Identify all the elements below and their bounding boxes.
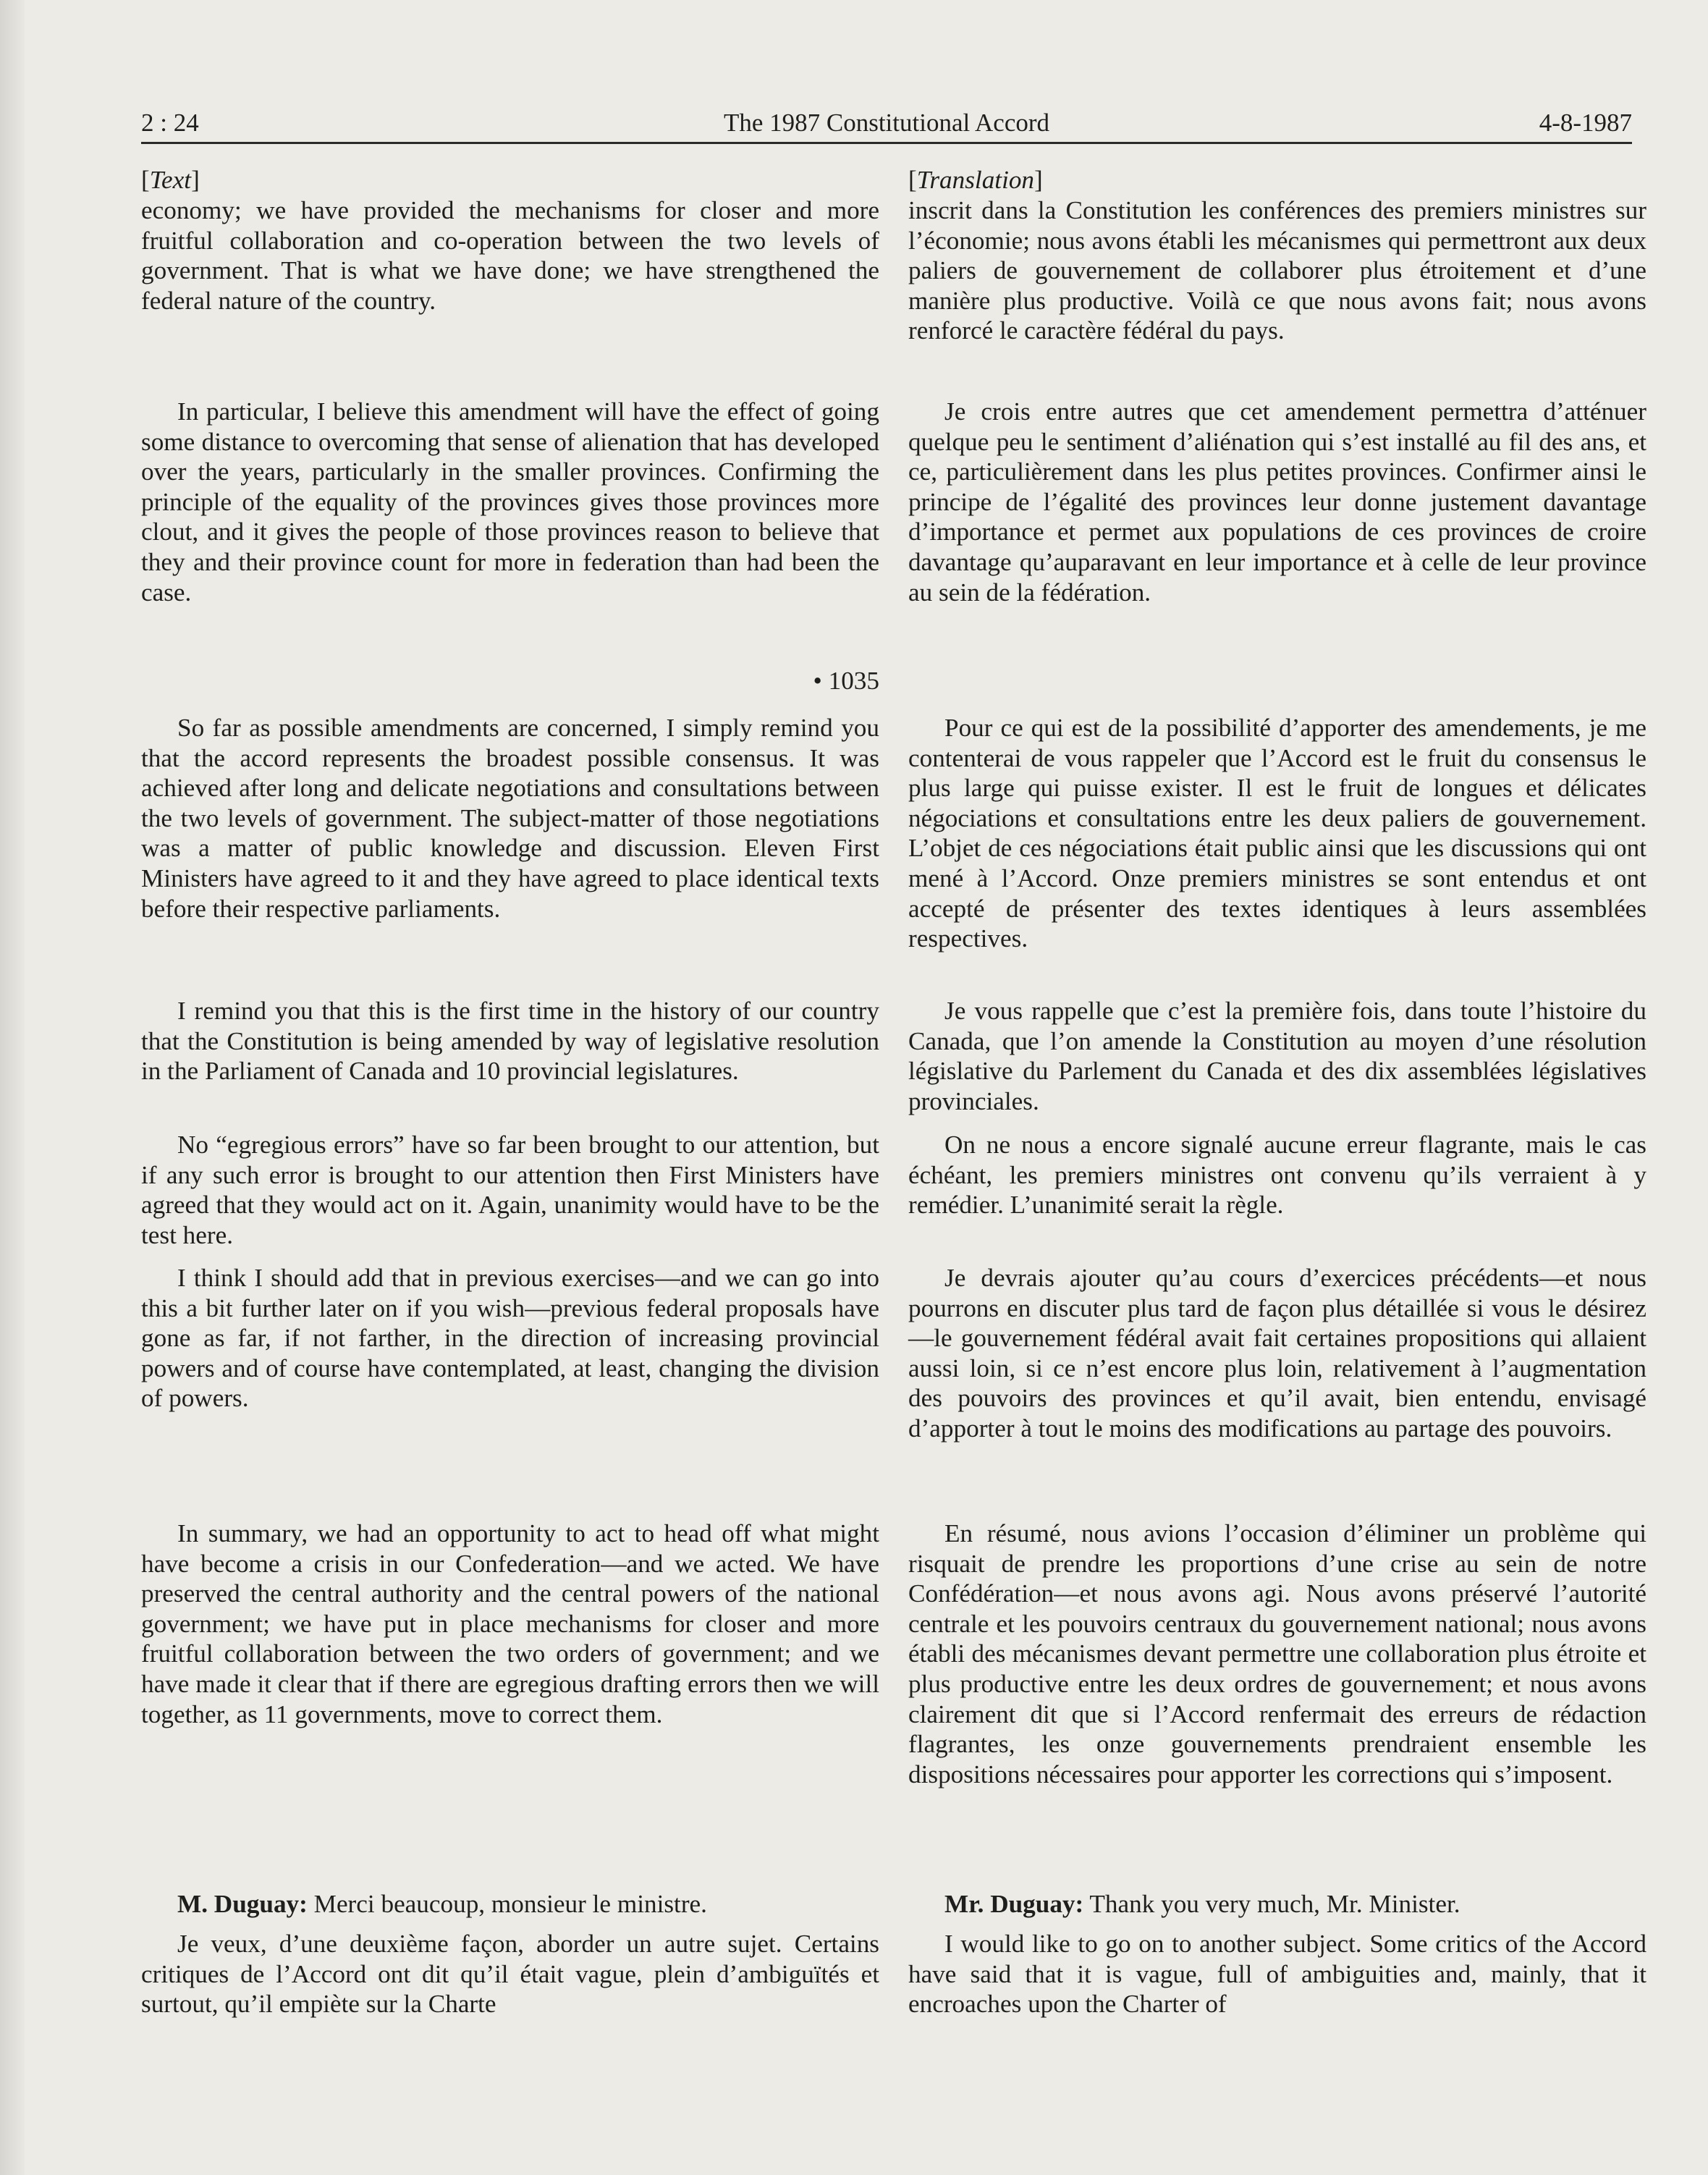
speaker-text: Merci beaucoup, monsieur le ministre. <box>307 1890 707 1918</box>
paragraph: I remind you that this is the first time in the history of our country that the Constitution is being amended by way of legislative resolution in the Parliament of Canada and 10 provincial legislatures. <box>141 997 879 1086</box>
paragraph: I would like to go on to another subject. Some critics of the Accord have said that it is vague, full of ambiguities and, mainly, that it encroaches upon the Charter of <box>908 1930 1646 2019</box>
paragraph: In summary, we had an opportunity to act to head off what might have become a crisis in our Confederation—and we acted. We have preserved the central authority and the central powers of the national government; we have put in place mechanisms for closer and more fruitful collaboration between the two orders of government; and we have made it clear that if there are egregious drafting errors then we will together, as 11 governments, move to correct them. <box>141 1519 879 1728</box>
running-head <box>141 105 1632 141</box>
page-number: 2 : 24 <box>141 109 199 137</box>
paragraph: Je devrais ajouter qu’au cours d’exercices précédents—et nous pourrons en discuter plus tard de façon plus détaillée si vous le désirez—le gouvernement fédéral avait fait certaines propositions qui allaient aussi loin, si ce n’est encore plus loin, relativement à l’augmentation des pouvoirs des provinces et qu’il avait, bien entendu, envisagé d’apporter à tout le moins des modifications au partage des pouvoirs. <box>908 1264 1646 1443</box>
publication-title: The 1987 Constitutional Accord <box>723 109 1050 137</box>
speaker-name: Mr. Duguay: <box>944 1890 1084 1918</box>
timestamp: • 1035 <box>813 667 879 695</box>
paragraph: Je veux, d’une deuxième façon, aborder un autre sujet. Certains critiques de l’Accord ont dit qu’il était vague, plein d’ambiguïtés et surtout, qu’il empiète sur la Charte <box>141 1930 879 2019</box>
paragraph: In particular, I believe this amendment will have the effect of going some distance to overcoming that sense of alienation that has developed over the years, particularly in the smaller provinces. Confirming the principle of the equality of the provinces gives those provinces more clout, and it gives the people of those provinces reason to believe that they and their province count for more in federation than had been the case. <box>141 397 879 607</box>
paragraph: Je crois entre autres que cet amendement permettra d’atténuer quelque peu le sentiment d’aliénation qui s’est installé au fil des ans, et ce, particulièrement dans les plus petites provinces. Confirmer ainsi le principe de l’égalité des provinces leur donne justement davantage d’importance et permet aux populations de ces provinces de croire davantage qu’auparavant en leur importance et à celle de leur province au sein de la fédération. <box>908 397 1646 607</box>
paragraph: I think I should add that in previous exercises—and we can go into this a bit further later on if you wish—previous federal proposals have gone as far, if not farther, in the direction of increasing provincial powers and of course have contemplated, at least, changing the division of powers. <box>141 1264 879 1413</box>
speaker-text: Thank you very much, Mr. Minister. <box>1083 1890 1460 1918</box>
paragraph: Pour ce qui est de la possibilité d’apporter des amendements, je me contenterai de vous rappeler que l’Accord est le fruit du consensus le plus large qui puisse exister. Il est le fruit de longues et délicates négociations et consultations entre les deux paliers de gouvernement. L’objet de ces négociations était public ainsi que les discussions qui ont mené à l’Accord. Onze premiers ministres se sont entendus et ont accepté de présenter des textes identiques à leurs assemblées respectives. <box>908 714 1646 953</box>
speaker-paragraph <box>908 1889 1646 1920</box>
paragraph: Je vous rappelle que c’est la première fois, dans toute l’histoire du Canada, que l’on amende la Constitution au moyen d’une résolution législative du Parlement du Canada et des dix assemblées législatives provinciales. <box>908 997 1646 1115</box>
paragraph: No “egregious errors” have so far been brought to our attention, but if any such error is brought to our attention then First Ministers have agreed that they would act on it. Again, unanimity would have to be the test here. <box>141 1131 879 1249</box>
paragraph: En résumé, nous avions l’occasion d’éliminer un problème qui risquait de prendre les proportions d’une crise au sein de notre Confédération—et nous avons agi. Nous avons préservé l’autorité centrale et les pouvoirs centraux du gouvernement national; nous avons établi des mécanismes devant permettre une collaboration plus étroite et plus productive entre les deux ordres de gouvernement; et nous avons clairement dit que si l’Accord renfermait des erreurs de rédaction flagrantes, les onze gouvernements prendraient ensemble les dispositions nécessaires pour apporter les corrections qui s’imposent. <box>908 1519 1646 1788</box>
header-rule <box>141 142 1632 144</box>
paragraph: inscrit dans la Constitution les conférences des premiers ministres sur l’économie; nous avons établi les mécanismes qui permettront aux deux paliers de gouvernement de collaborer plus étroitement et d’une manière plus productive. Voilà ce que nous avons fait; nous avons renforcé le caractère fédéral du pays. <box>908 196 1646 345</box>
column-label-translation: [Translation] <box>908 166 1043 194</box>
column-label-text-word: Text <box>149 166 192 194</box>
speaker-paragraph <box>141 1889 879 1920</box>
page-edge-shadow <box>0 0 25 2175</box>
paragraph: economy; we have provided the mechanisms for closer and more fruitful collaboration and co-operation between the two levels of government. That is what we have done; we have strengthened the federal nature of the country. <box>141 196 879 315</box>
speaker-name: M. Duguay: <box>177 1890 308 1918</box>
paragraph: So far as possible amendments are concerned, I simply remind you that the accord represents the broadest possible consensus. It was achieved after long and delicate negotiations and consultations between the two levels of government. The subject-matter of those negotiations was a matter of public knowledge and discussion. Eleven First Ministers have agreed to it and they have agreed to place identical texts before their respective parliaments. <box>141 714 879 923</box>
publication-date: 4-8-1987 <box>1539 109 1632 137</box>
paragraph: On ne nous a encore signalé aucune erreur flagrante, mais le cas échéant, les premiers ministres ont convenu qu’ils verraient à y remédier. L’unanimité serait la règle. <box>908 1131 1646 1220</box>
column-label-text: [Text] <box>141 166 200 194</box>
column-label-translation-word: Translation <box>916 166 1035 194</box>
